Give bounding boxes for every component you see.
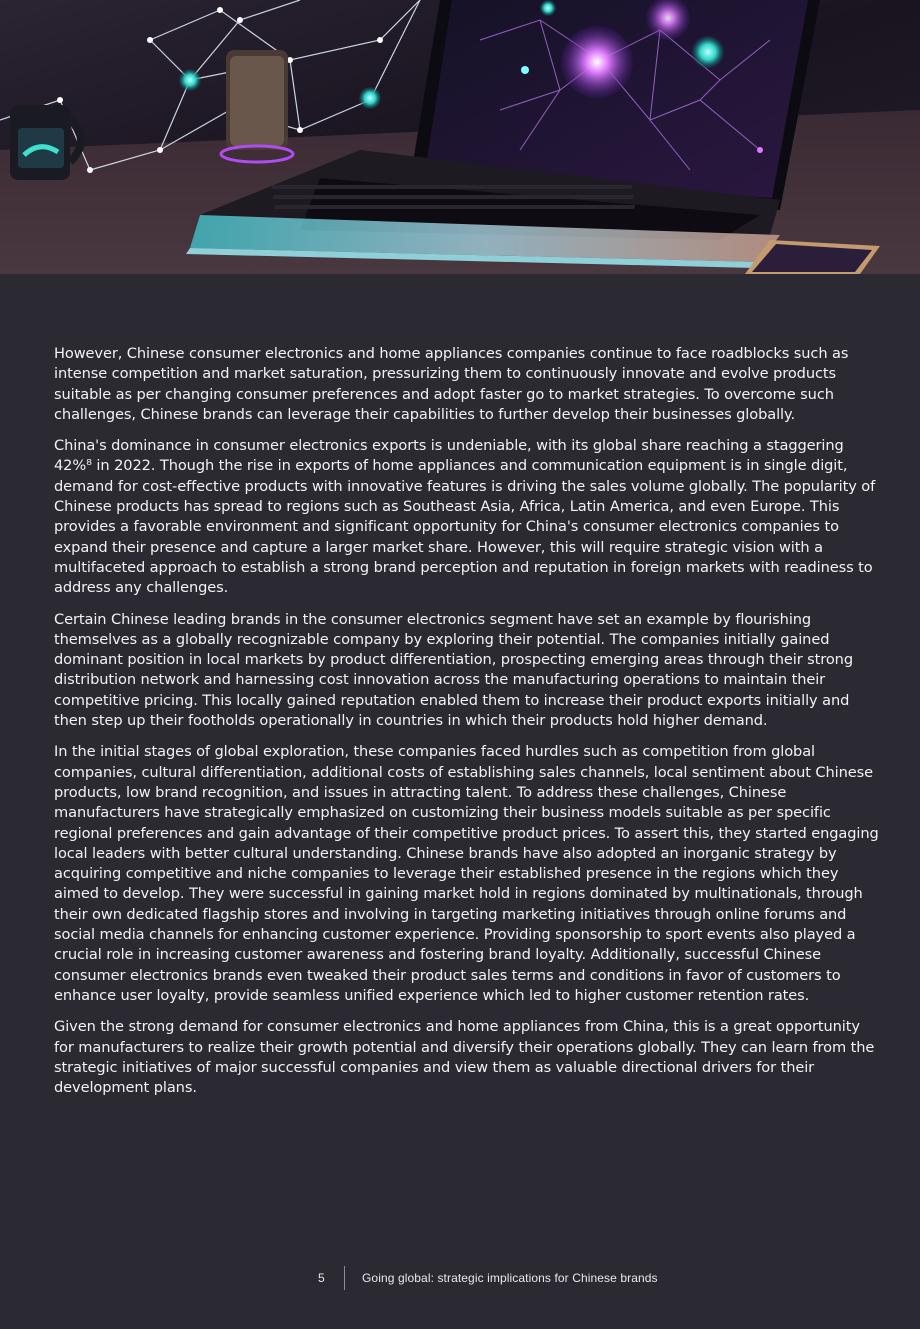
page-footer [0,1266,920,1290]
footer-divider [344,1266,345,1290]
paragraph-4: In the initial stages of global exploration, these companies faced hurdles such as competition from global companies, cultural differentiation, additional costs of establishing sales channels, local sentiment about Chinese products, low brand recognition, and issues in attracting talent. To address these challenges, Chinese manufacturers have strategically emphasized on customizing their business models suitable as per specific regional preferences and gain advantage of their competitive product prices. To assert this, they started engaging local leaders with better cultural understanding. Chinese brands have also adopted an inorganic strategy by acquiring competitive and niche companies to leverage their established presence in the regions which they aimed to develop. They were successful in gaining market hold in regions dominated by multinationals, through their own dedicated flagship stores and involving in targeting marketing initiatives through online forums and social media channels for enhancing customer experience. Providing sponsorship to sport events also played a crucial role in increasing customer awareness and fostering brand loyalty. Additionally, successful Chinese consumer electronics brands even tweaked their product sales terms and conditions in favor of customers to enhance user loyalty, provide seamless unified experience which led to higher customer retention rates. [54,743,879,1004]
paragraph-2: China's dominance in consumer electronics exports is undeniable, with its global share reaching a staggering 42%⁸ in 2022. Though the rise in exports of home appliances and communication equipment is in single digit, demand for cost-effective products with innovative features is driving the sales volume globally. The popularity of Chinese products has spread to regions such as Southeast Asia, Africa, Latin America, and even Europe. This provides a favorable environment and significant opportunity for China's consumer electronics companies to expand their presence and capture a larger market share. However, this will require strategic vision with a multifaceted approach to establish a strong brand perception and reputation in foreign markets with readiness to address any challenges. [54,437,876,597]
paragraph-1: However, Chinese consumer electronics and home appliances companies continue to face roadblocks such as intense competition and market saturation, pressurizing them to continuously innovate and evolve products suitable as per changing consumer preferences and adopt faster go to market strategies. To overcome such challenges, Chinese brands can leverage their capabilities to further develop their businesses globally. [54,345,849,423]
page-number: 5 [318,1271,325,1285]
paragraph-3: Certain Chinese leading brands in the consumer electronics segment have set an example by flourishing themselves as a globally recognizable company by exploring their potential. The companies initially gained dominant position in local markets by product differentiation, prospecting emerging areas through their strong distribution network and harnessing cost innovation across the manufacturing operations to maintain their competitive pricing. This locally gained reputation enabled them to increase their product exports initially and then step up their footholds operationally in countries in which their products hold higher demand. [54,610,853,730]
laptop-network-photo-icon [0,0,920,274]
paragraph-5: Given the strong demand for consumer electronics and home appliances from China, this is a great opportunity for manufacturers to realize their growth potential and diversify their operations globally. They can learn from the strategic initiatives of major successful companies and view them as valuable directional drivers for their development plans. [54,1018,875,1097]
hero-image [0,0,920,274]
footer-title: Going global: strategic implications for Chinese brands [362,1271,658,1285]
article-body [54,344,880,1109]
